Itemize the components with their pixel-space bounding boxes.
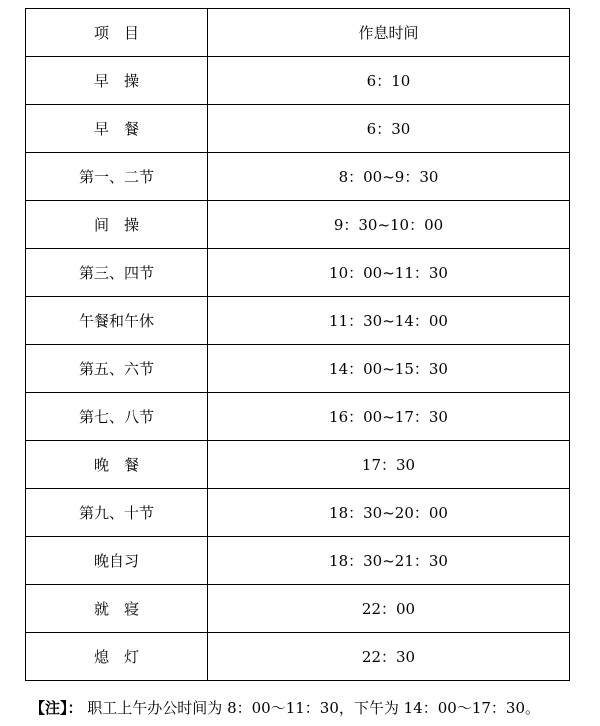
item-cell: 早 餐 <box>26 105 208 153</box>
table-row <box>26 57 570 105</box>
item-cell: 第九、十节 <box>26 489 208 537</box>
item-cell: 第三、四节 <box>26 249 208 297</box>
table-row <box>26 633 570 681</box>
table-row <box>26 537 570 585</box>
footnote <box>30 697 540 718</box>
item-cell: 第七、八节 <box>26 393 208 441</box>
table-row <box>26 297 570 345</box>
time-cell: 22：00 <box>208 585 570 633</box>
table-row <box>26 441 570 489</box>
table-row <box>26 249 570 297</box>
item-cell: 熄 灯 <box>26 633 208 681</box>
time-cell: 17：30 <box>208 441 570 489</box>
table-row <box>26 345 570 393</box>
item-cell: 第五、六节 <box>26 345 208 393</box>
time-cell: 6：10 <box>208 57 570 105</box>
schedule-table <box>25 8 570 681</box>
table-row <box>26 585 570 633</box>
item-cell: 晚 餐 <box>26 441 208 489</box>
time-cell: 11：30~14：00 <box>208 297 570 345</box>
time-cell: 18：30~20：00 <box>208 489 570 537</box>
table-row <box>26 105 570 153</box>
column-header-time: 作息时间 <box>208 9 570 57</box>
footnote-label: 【注】： <box>30 699 83 717</box>
item-cell: 第一、二节 <box>26 153 208 201</box>
table-row <box>26 489 570 537</box>
time-cell: 9：30~10：00 <box>208 201 570 249</box>
table-row <box>26 393 570 441</box>
item-cell: 就 寝 <box>26 585 208 633</box>
table-row <box>26 153 570 201</box>
table-row <box>26 201 570 249</box>
item-cell: 早 操 <box>26 57 208 105</box>
time-cell: 18：30~21：30 <box>208 537 570 585</box>
time-cell: 16：00~17：30 <box>208 393 570 441</box>
item-cell: 间 操 <box>26 201 208 249</box>
time-cell: 22：30 <box>208 633 570 681</box>
item-cell: 午餐和午休 <box>26 297 208 345</box>
time-cell: 8：00~9：30 <box>208 153 570 201</box>
time-cell: 6：30 <box>208 105 570 153</box>
column-header-item: 项 目 <box>26 9 208 57</box>
item-cell: 晚自习 <box>26 537 208 585</box>
time-cell: 14：00~15：30 <box>208 345 570 393</box>
time-cell: 10：00~11：30 <box>208 249 570 297</box>
footnote-text: 职工上午办公时间为 8：00～11：30，下午为 14：00～17：30。 <box>87 699 540 717</box>
header-row <box>26 9 570 57</box>
